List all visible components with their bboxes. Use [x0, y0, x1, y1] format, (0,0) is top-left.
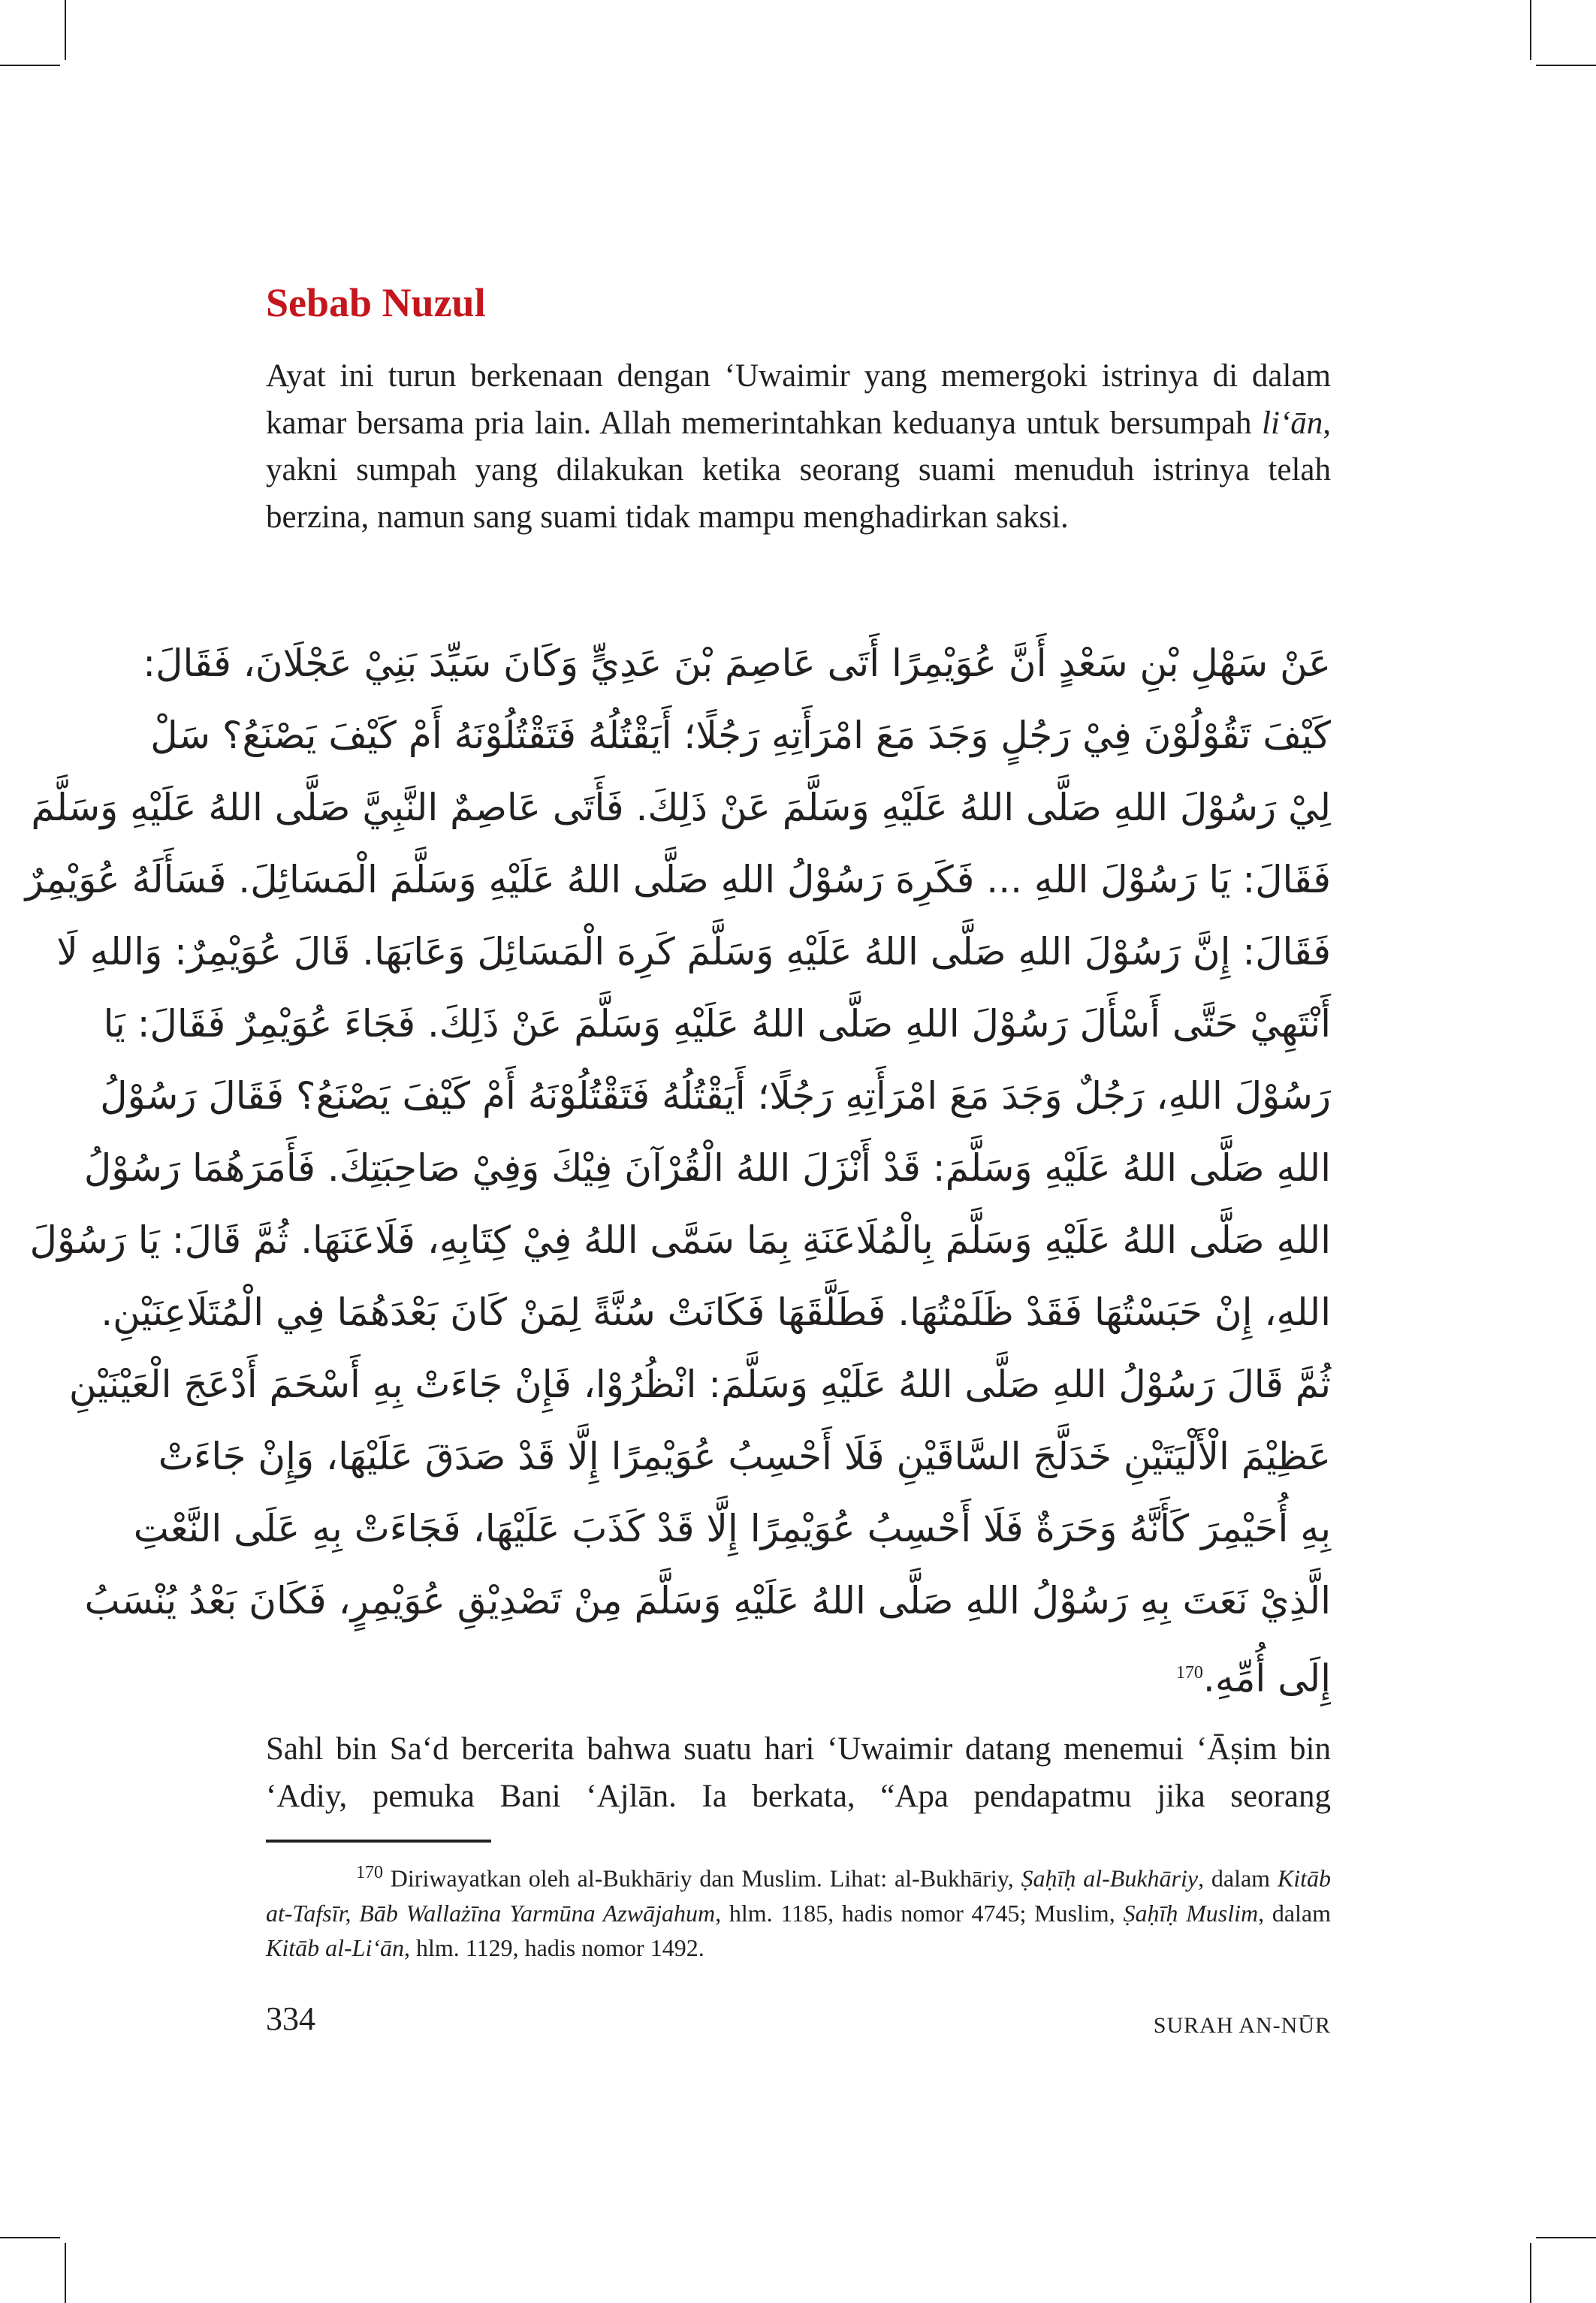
crop-mark — [0, 65, 60, 66]
translation-paragraph: Sahl bin Sa‘d bercerita bahwa suatu hari ‘Uwaimir datang menemui ‘Āṣim bin ‘Adiy, pemuka Bani ‘Ajlān. Ia berkata, “Apa pendapatmu jika seorang — [266, 1731, 1331, 1814]
hadith-line: لِيْ رَسُوْلَ اللهِ صَلَّى اللهُ عَلَيْهِ وَسَلَّمَ عَنْ ذَلِكَ. فَأَتَى عَاصِمٌ النَّبِيَّ صَلَّى اللهُ عَلَيْهِ وَسَلَّمَ — [31, 786, 1331, 829]
hadith-line: اللهِ، إِنْ حَبَسْتُهَا فَقَدْ ظَلَمْتُهَا. فَطَلَّقَهَا فَكَانَتْ سُنَّةً لِمَنْ كَانَ بَعْدَهُمَا فِي الْمُتَلَاعِنَيْنِ. — [101, 1290, 1331, 1334]
footnote-rule — [266, 1840, 491, 1843]
crop-mark — [1530, 2243, 1531, 2303]
crop-mark — [65, 0, 66, 60]
hadith-line: الَّذِيْ نَعَتَ بِهِ رَسُوْلُ اللهِ صَلَّى اللهُ عَلَيْهِ وَسَلَّمَ مِنْ تَصْدِيْقِ عُوَيْمِرٍ، فَكَانَ بَعْدُ يُنْسَبُ — [84, 1579, 1331, 1622]
footnote-italic: Ṣaḥīḥ al-Bukhāriy — [1021, 1864, 1199, 1892]
footnote-text: , hlm. 1129, hadis nomor 1492. — [404, 1933, 704, 1961]
hadith-line: بِهِ أُحَيْمِرَ كَأَنَّهُ وَحَرَةٌ فَلَا أَحْسِبُ عُوَيْمِرًا إِلَّا قَدْ كَذَبَ عَلَيْهَا، فَجَاءَتْ بِهِ عَلَى النَّعْتِ — [133, 1507, 1331, 1550]
hadith-line: رَسُوْلَ اللهِ، رَجُلٌ وَجَدَ مَعَ امْرَأَتِهِ رَجُلًا؛ أَيَقْتُلُهُ فَتَقْتُلُوْنَهُ أَمْ كَيْفَ يَصْنَعُ؟ فَقَالَ رَسُوْلُ — [100, 1074, 1331, 1118]
footnote-text: , dalam — [1198, 1864, 1278, 1892]
intro-paragraph — [266, 353, 1331, 541]
footnote-italic: Kitāb at-Tafsīr, Bāb Wallażīna Yarmūna Azwājahum — [266, 1864, 1332, 1927]
crop-mark — [1536, 2237, 1596, 2238]
page-number: 334 — [266, 2000, 315, 2037]
footnote-number: 170 — [356, 1863, 383, 1882]
footnote-reference: 170 — [1175, 1663, 1203, 1683]
hadith-line: فَقَالَ: إِنَّ رَسُوْلَ اللهِ صَلَّى اللهُ عَلَيْهِ وَسَلَّمَ كَرِهَ الْمَسَائِلَ وَعَابَهَا. قَالَ عُوَيْمِرٌ: وَاللهِ لَا — [56, 930, 1331, 973]
hadith-line: اللهِ صَلَّى اللهُ عَلَيْهِ وَسَلَّمَ: قَدْ أَنْزَلَ اللهُ الْقُرْآنَ فِيْكَ وَفِيْ صَاحِبَتِكَ. فَأَمَرَهُمَا رَسُوْلُ — [83, 1146, 1331, 1190]
hadith-line: فَقَالَ: يَا رَسُوْلَ اللهِ ... فَكَرِهَ رَسُوْلُ اللهِ صَلَّى اللهُ عَلَيْهِ وَسَلَّمَ الْمَسَائِلَ. فَسَأَلَهُ عُوَيْمِرٌ — [25, 858, 1331, 901]
footnote-text: , hlm. 1185, hadis nomor 4745; Muslim, — [715, 1899, 1124, 1927]
crop-mark — [65, 2243, 66, 2303]
hadith-line: ثُمَّ قَالَ رَسُوْلُ اللهِ صَلَّى اللهُ عَلَيْهِ وَسَلَّمَ: انْظُرُوْا، فَإِنْ جَاءَتْ بِهِ أَسْحَمَ أَدْعَجَ الْعَيْنَيْنِ — [68, 1363, 1331, 1406]
footnote-italic: Kitāb al-Li‘ān — [266, 1933, 405, 1961]
hadith-line: اللهِ صَلَّى اللهُ عَلَيْهِ وَسَلَّمَ بِالْمُلَاعَنَةِ بِمَا سَمَّى اللهُ فِيْ كِتَابِهِ، فَلَاعَنَهَا. ثُمَّ قَالَ: يَا رَسُوْلَ — [29, 1218, 1331, 1262]
hadith-line — [266, 1637, 1331, 1709]
intro-term: li‘ān — [1262, 405, 1323, 441]
hadith-line: أَنْتَهِيْ حَتَّى أَسْأَلَ رَسُوْلَ اللهِ صَلَّى اللهُ عَلَيْهِ وَسَلَّمَ عَنْ ذَلِكَ. فَجَاءَ عُوَيْمِرٌ فَقَالَ: يَا — [103, 1002, 1331, 1046]
footnote — [266, 1855, 1331, 1965]
hadith-line-text: إِلَى أُمِّهِ. — [1202, 1656, 1331, 1701]
intro-text: Ayat ini turun berkenaan dengan ‘Uwaimir yang memergoki istrinya di dalam kamar bersama pria lain. Allah memerintahkan keduanya untuk bersumpah — [266, 358, 1331, 441]
footnote-text: , dalam — [1258, 1899, 1332, 1927]
crop-mark — [1530, 0, 1531, 60]
hadith-line: عَنْ سَهْلِ بْنِ سَعْدٍ أَنَّ عُوَيْمِرًا أَتَى عَاصِمَ بْنَ عَدِيٍّ وَكَانَ سَيِّدَ بَنِيْ عَجْلَانَ، فَقَالَ: — [143, 641, 1331, 685]
intro-text: , yakni sumpah yang dilakukan ketika seorang suami menuduh istrinya telah berzina, namun sang suami tidak mampu menghadirkan saksi. — [266, 405, 1331, 535]
crop-mark — [0, 2237, 60, 2238]
crop-mark — [1536, 65, 1596, 66]
running-footer: SURAH AN-NŪR — [1153, 2013, 1331, 2038]
hadith-arabic-text — [25, 627, 1331, 1709]
hadith-line: كَيْفَ تَقُوْلُوْنَ فِيْ رَجُلٍ وَجَدَ مَعَ امْرَأَتِهِ رَجُلًا؛ أَيَقْتُلُهُ فَتَقْتُلُوْنَهُ أَمْ كَيْفَ يَصْنَعُ؟ سَلْ — [150, 714, 1331, 757]
footnote-italic: Ṣaḥīḥ Muslim — [1123, 1899, 1259, 1927]
footnote-text: Diriwayatkan oleh al-Bukhāriy dan Muslim. Lihat: al-Bukhāriy, — [383, 1864, 1021, 1892]
hadith-line: عَظِيْمَ الْأَلْيَتَيْنِ خَدَلَّجَ السَّاقَيْنِ فَلَا أَحْسِبُ عُوَيْمِرًا إِلَّا قَدْ صَدَقَ عَلَيْهَا، وَإِنْ جَاءَتْ — [158, 1435, 1331, 1478]
section-heading: Sebab Nuzul — [266, 280, 486, 325]
